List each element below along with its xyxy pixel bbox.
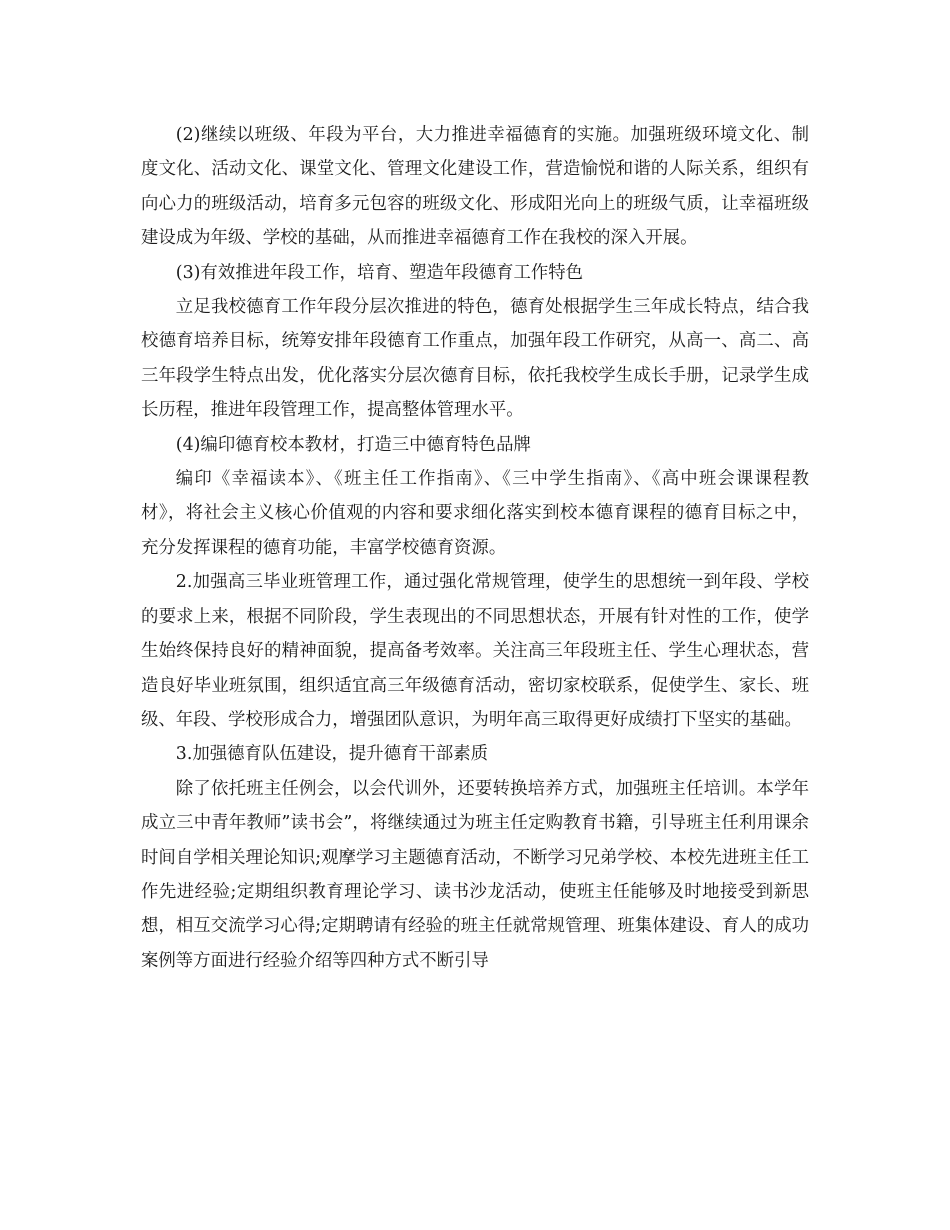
paragraph-heading-team-building: 3.加强德育队伍建设，提升德育干部素质 [175,744,489,765]
paragraph-heading-textbooks: (4)编印德育校本教材，打造三中德育特色品牌 [175,434,531,455]
paragraph-class-culture: (2)继续以班级、年段为平台，大力推进幸福德育的实施。加强班级环境文化、制度文化、活动文化、课堂文化、管理文化建设工作，营造愉悦和谐的人际关系，组织有向心力的班级活动，培育多元包容的班级文化、形成阳光向上的班级气质，让幸福班级建设成为年级、学校的基础，从而推进幸福德育工作在我校的深入开展。 [141,125,809,249]
paragraph-heading-grade-work: (3)有效推进年段工作，培育、塑造年段德育工作特色 [175,262,584,283]
paragraph-textbooks: 编印《幸福读本》、《班主任工作指南》、《三中学生指南》、《高中班会课课程教材》，将社会主义核心价值观的内容和要求细化落实到校本德育课程的德育目标之中，充分发挥课程的德育功能，丰富学校德育资源。 [141,469,809,558]
paragraph-senior-class-management: 2.加强高三毕业班管理工作，通过强化常规管理，使学生的思想统一到年段、学校的要求上来，根据不同阶段，学生表现出的不同思想状态，开展有针对性的工作，使学生始终保持良好的精神面貌，提高备考效率。关注高三年段班主任、学生心理状态，营造良好毕业班氛围，组织适宜高三年级德育活动，密切家校联系，促使学生、家长、班级、年段、学校形成合力，增强团队意识，为明年高三取得更好成绩打下坚实的基础。 [141,572,809,730]
document-body [141,118,809,978]
paragraph-teacher-training: 除了依托班主任例会，以会代训外，还要转换培养方式，加强班主任培训。本学年成立三中青年教师”读书会”，将继续通过为班主任定购教育书籍，引导班主任利用课余时间自学相关理论知识;观摩学习主题德育活动，不断学习兄弟学校、本校先进班主任工作先进经验;定期组织教育理论学习、读书沙龙活动，使班主任能够及时地接受到新思想，相互交流学习心得;定期聘请有经验的班主任就常规管理、班集体建设、育人的成功案例等方面进行经验介绍等四种方式不断引导 [141,778,809,971]
paragraph-grade-layering: 立足我校德育工作年段分层次推进的特色，德育处根据学生三年成长特点，结合我校德育培养目标，统筹安排年段德育工作重点，加强年段工作研究，从高一、高二、高三年段学生特点出发，优化落实分层次德育目标，依托我校学生成长手册，记录学生成长历程，推进年段管理工作，提高整体管理水平。 [141,297,809,421]
